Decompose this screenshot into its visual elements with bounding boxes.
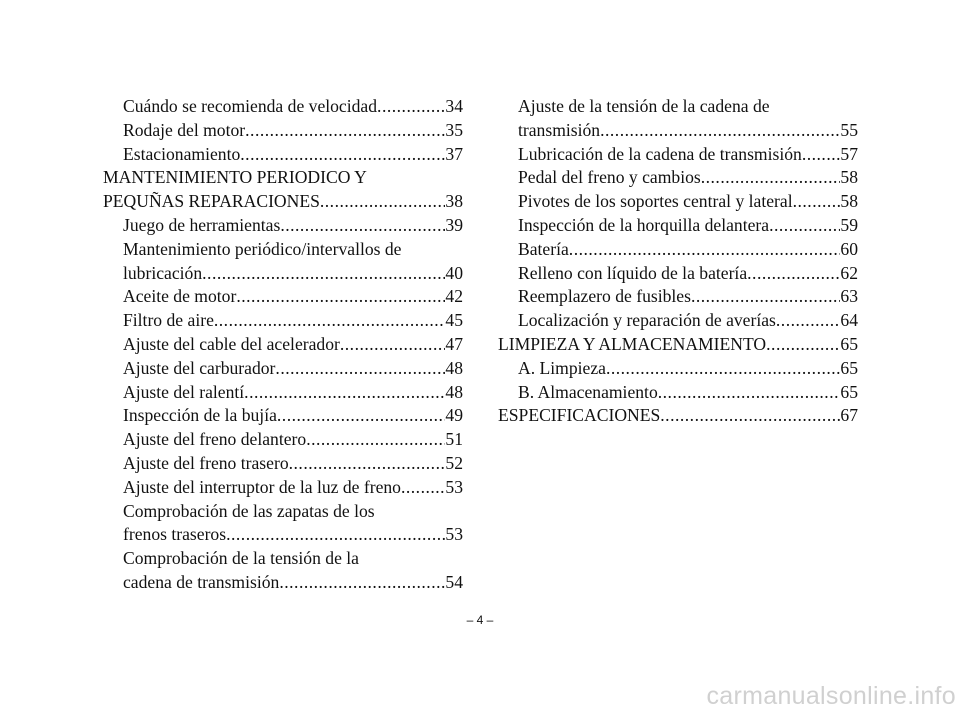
toc-entry bbox=[103, 119, 463, 143]
toc-entry-title: Juego de herramientas bbox=[123, 214, 281, 235]
toc-entry-page: 65 bbox=[840, 381, 858, 402]
toc-entry bbox=[103, 404, 463, 428]
toc-entry-page: 47 bbox=[445, 333, 463, 354]
toc-entry bbox=[498, 309, 858, 333]
toc-entry-title: MANTENIMIENTO PERIODICO Y bbox=[103, 167, 367, 188]
toc-entry bbox=[103, 238, 463, 262]
toc-entry-title: Ajuste del interruptor de la luz de freno bbox=[123, 476, 401, 497]
toc-dot-leader bbox=[569, 238, 841, 262]
toc-dot-leader bbox=[660, 404, 840, 428]
toc-dot-leader bbox=[240, 143, 445, 167]
toc-dot-leader bbox=[769, 214, 840, 238]
toc-entry-title: frenos traseros bbox=[123, 524, 227, 545]
toc-entry bbox=[103, 357, 463, 381]
toc-entry bbox=[498, 357, 858, 381]
toc-entry bbox=[498, 214, 858, 238]
toc-entry bbox=[498, 119, 858, 143]
toc-entry-page: 39 bbox=[445, 214, 463, 235]
toc-entry-title: Pivotes de los soportes central y lateral bbox=[518, 191, 793, 212]
toc-dot-leader bbox=[214, 309, 446, 333]
toc-entry-title: cadena de transmisión bbox=[123, 571, 280, 592]
toc-dot-leader bbox=[691, 285, 840, 309]
toc-entry-page: 54 bbox=[445, 571, 463, 592]
toc-entry-page: 62 bbox=[840, 262, 858, 283]
toc-right-column bbox=[498, 95, 858, 428]
toc-entry-page: 51 bbox=[445, 429, 463, 450]
toc-entry-page: 63 bbox=[840, 286, 858, 307]
toc-entry bbox=[498, 238, 858, 262]
toc-dot-leader bbox=[289, 452, 446, 476]
toc-dot-leader bbox=[747, 262, 840, 286]
toc-entry bbox=[103, 428, 463, 452]
toc-entry-title: Localización y reparación de averías bbox=[518, 310, 776, 331]
toc-dot-leader bbox=[279, 571, 445, 595]
toc-entry-title: Ajuste del cable del acelerador bbox=[123, 333, 340, 354]
toc-entry bbox=[103, 190, 463, 214]
toc-entry bbox=[103, 166, 463, 190]
toc-dot-leader bbox=[606, 357, 840, 381]
toc-entry bbox=[103, 143, 463, 167]
toc-entry-title: transmisión bbox=[518, 119, 601, 140]
toc-entry-page: 38 bbox=[445, 191, 463, 212]
toc-entry-title: Comprobación de las zapatas de los bbox=[123, 500, 375, 521]
toc-entry bbox=[103, 547, 463, 571]
toc-left-column bbox=[103, 95, 463, 595]
toc-dot-leader bbox=[236, 285, 445, 309]
toc-dot-leader bbox=[244, 381, 445, 405]
watermark: carmanualsonline.info bbox=[706, 682, 956, 710]
toc-entry-title: Inspección de la bujía bbox=[123, 405, 277, 426]
toc-entry-page: 53 bbox=[445, 476, 463, 497]
toc-dot-leader bbox=[766, 333, 840, 357]
toc-dot-leader bbox=[802, 143, 841, 167]
toc-entry bbox=[103, 333, 463, 357]
toc-entry-title: Lubricación de la cadena de transmisión bbox=[518, 143, 802, 164]
toc-entry-title: Ajuste del carburador bbox=[123, 357, 276, 378]
toc-entry-title: Reemplazero de fusibles bbox=[518, 286, 691, 307]
toc-entry-page: 58 bbox=[840, 167, 858, 188]
toc-entry-page: 64 bbox=[840, 310, 858, 331]
toc-entry-title: ESPECIFICACIONES bbox=[498, 405, 661, 426]
toc-entry-page: 55 bbox=[840, 119, 858, 140]
toc-dot-leader bbox=[245, 119, 445, 143]
toc-entry bbox=[498, 333, 858, 357]
toc-entry-title: Filtro de aire bbox=[123, 310, 214, 331]
toc-entry bbox=[498, 262, 858, 286]
toc-entry-page: 59 bbox=[840, 214, 858, 235]
toc-entry-page: 67 bbox=[840, 405, 858, 426]
toc-entry bbox=[103, 214, 463, 238]
toc-dot-leader bbox=[600, 119, 840, 143]
toc-dot-leader bbox=[280, 214, 445, 238]
toc-entry-title: PEQUÑAS REPARACIONES bbox=[103, 191, 320, 212]
toc-entry-title: Inspección de la horquilla delantera bbox=[518, 214, 770, 235]
toc-entry-title: Mantenimiento periódico/intervallos de bbox=[123, 238, 402, 259]
toc-entry bbox=[498, 381, 858, 405]
toc-entry bbox=[103, 523, 463, 547]
toc-entry-title: LIMPIEZA Y ALMACENAMIENTO bbox=[498, 333, 767, 354]
toc-dot-leader bbox=[202, 262, 445, 286]
toc-entry-page: 48 bbox=[445, 357, 463, 378]
toc-entry-page: 42 bbox=[445, 286, 463, 307]
toc-entry-page: 65 bbox=[840, 333, 858, 354]
toc-entry bbox=[103, 95, 463, 119]
toc-entry-title: Ajuste del freno trasero bbox=[123, 452, 289, 473]
toc-entry bbox=[498, 190, 858, 214]
toc-entry bbox=[498, 143, 858, 167]
toc-entry-title: Rodaje del motor bbox=[123, 119, 246, 140]
toc-dot-leader bbox=[701, 166, 841, 190]
toc-entry bbox=[103, 500, 463, 524]
toc-entry-title: Relleno con líquido de la batería bbox=[518, 262, 748, 283]
toc-entry-page: 49 bbox=[445, 405, 463, 426]
toc-entry bbox=[103, 262, 463, 286]
toc-entry-page: 57 bbox=[840, 143, 858, 164]
toc-entry-title: B. Almacenamiento bbox=[518, 381, 658, 402]
toc-dot-leader bbox=[226, 523, 445, 547]
toc-dot-leader bbox=[277, 404, 446, 428]
toc-entry bbox=[103, 571, 463, 595]
toc-dot-leader bbox=[306, 428, 445, 452]
toc-entry-title: Comprobación de la tensión de la bbox=[123, 548, 359, 569]
toc-dot-leader bbox=[793, 190, 841, 214]
toc-entry bbox=[498, 285, 858, 309]
page-number: – 4 – bbox=[466, 613, 494, 627]
toc-entry-title: Ajuste de la tensión de la cadena de bbox=[518, 96, 770, 116]
toc-entry-page: 48 bbox=[445, 381, 463, 402]
toc-entry-page: 37 bbox=[445, 143, 463, 164]
toc-dot-leader bbox=[377, 95, 445, 119]
toc-entry bbox=[103, 452, 463, 476]
toc-dot-leader bbox=[776, 309, 841, 333]
toc-entry-title: lubricación bbox=[123, 262, 203, 283]
toc-entry-title: Estacionamiento bbox=[123, 143, 241, 164]
toc-entry-page: 45 bbox=[445, 310, 463, 331]
toc-entry bbox=[498, 95, 858, 119]
toc-dot-leader bbox=[340, 333, 446, 357]
toc-entry-title: Cuándo se recomienda de velocidad bbox=[123, 96, 378, 116]
toc-entry bbox=[103, 381, 463, 405]
toc-dot-leader bbox=[320, 190, 446, 214]
toc-entry-title: Pedal del freno y cambios bbox=[518, 167, 701, 188]
toc-entry bbox=[103, 476, 463, 500]
toc-entry-page: 60 bbox=[840, 238, 858, 259]
toc-entry-page: 40 bbox=[445, 262, 463, 283]
toc-dot-leader bbox=[658, 381, 841, 405]
toc-entry-title: Batería bbox=[518, 238, 569, 259]
toc-entry-page: 52 bbox=[445, 452, 463, 473]
toc-entry-title: Ajuste del ralentí bbox=[123, 381, 245, 402]
toc-entry-title: A. Limpieza bbox=[518, 357, 606, 378]
toc-entry-page: 35 bbox=[445, 119, 463, 140]
toc-entry-page: 58 bbox=[840, 191, 858, 212]
toc-dot-leader bbox=[275, 357, 445, 381]
toc-entry-page: 34 bbox=[445, 96, 463, 116]
toc-entry bbox=[103, 309, 463, 333]
toc-entry-page: 53 bbox=[445, 524, 463, 545]
toc-entry bbox=[103, 285, 463, 309]
toc-entry bbox=[498, 166, 858, 190]
toc-dot-leader bbox=[401, 476, 445, 500]
toc-entry-page: 65 bbox=[840, 357, 858, 378]
toc-entry-title: Aceite de motor bbox=[123, 286, 237, 307]
toc-entry bbox=[498, 404, 858, 428]
toc-entry-title: Ajuste del freno delantero bbox=[123, 429, 307, 450]
